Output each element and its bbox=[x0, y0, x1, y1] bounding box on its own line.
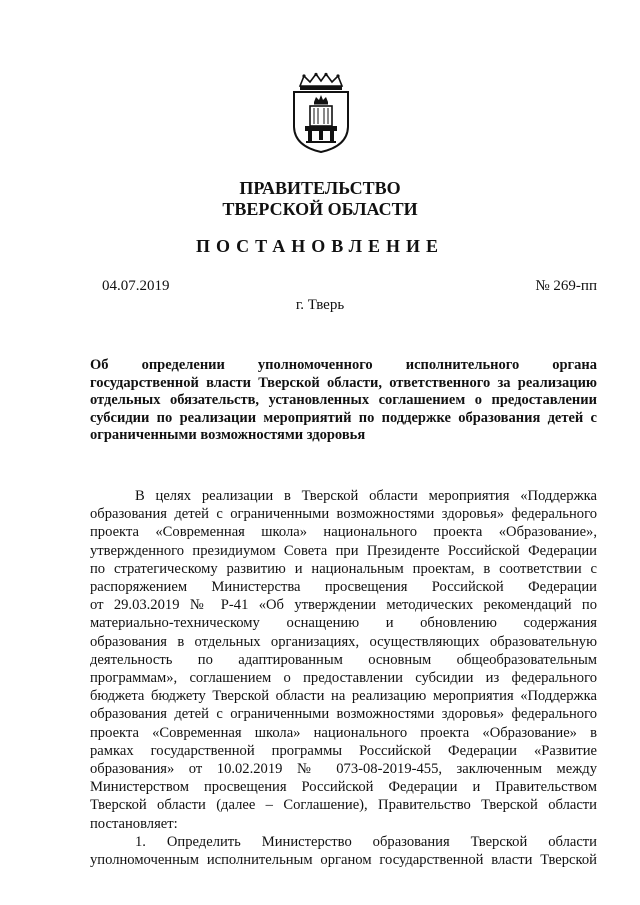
body-line: В целях реализации в Тверской области мероприятия «Поддержка bbox=[135, 488, 597, 504]
body-line: деятельность по адаптированным основным общеобразовательным bbox=[90, 651, 597, 668]
body-line: программам», соглашением о предоставлении субсидии из федерального bbox=[90, 670, 597, 687]
body-line: образования в отдельных организациях, осуществляющих образовательную bbox=[90, 633, 597, 650]
body-line: распоряжением Министерства просвещения Российской Федерации bbox=[90, 579, 597, 596]
body-line: по стратегическому развитию и национальным проектам, в соответствии с bbox=[90, 560, 597, 577]
body-line: образования детей с ограниченными возможностями здоровья» федерального bbox=[90, 506, 597, 523]
document-date: 04.07.2019 bbox=[102, 278, 170, 294]
body-line: утвержденного президиумом Совета при Президенте Российской Федерации bbox=[90, 542, 597, 559]
body-line: бюджета бюджету Тверской области на реализацию мероприятия «Поддержка bbox=[90, 688, 597, 705]
body-line: Тверской области (далее – Соглашение), Правительство Тверской области bbox=[90, 797, 597, 814]
body-line: уполномоченным исполнительным органом государственной власти Тверской bbox=[90, 852, 597, 869]
tver-coat-of-arms-emblem bbox=[290, 72, 352, 154]
subject-line: субсидии по реализации мероприятий по поддержке образования детей с bbox=[90, 409, 597, 426]
document-subject bbox=[90, 357, 597, 445]
document-city: г. Тверь bbox=[295, 297, 345, 313]
document-body bbox=[90, 487, 597, 869]
body-line: образования детей с ограниченными возможностями здоровья» федерального bbox=[90, 706, 597, 723]
government-title-line2: ТВЕРСКОЙ ОБЛАСТИ bbox=[222, 199, 418, 219]
subject-line: государственной власти Тверской области, ответственного за реализацию bbox=[90, 374, 597, 391]
subject-line: Об определении уполномоченного исполнительного органа bbox=[90, 357, 597, 373]
document-number: № 269-пп bbox=[535, 278, 597, 294]
body-line: проекта «Современная школа» национального проекта «Образование» в bbox=[90, 724, 597, 741]
body-line: образования» от 10.02.2019 № 073-08-2019-455, заключенным между bbox=[90, 761, 597, 778]
body-line: от 29.03.2019 № Р-41 «Об утверждении методических рекомендаций по bbox=[90, 597, 597, 614]
body-line: материально-техническому оснащению и обновлению содержания bbox=[90, 615, 597, 632]
body-line: 1. Определить Министерство образования Тверской области bbox=[135, 833, 597, 850]
government-title-line1: ПРАВИТЕЛЬСТВО bbox=[239, 178, 401, 198]
body-line: проекта «Современная школа» национального проекта «Образование», bbox=[90, 524, 597, 541]
body-line: рамках государственной программы Российской Федерации «Развитие bbox=[90, 742, 597, 759]
subject-line: ограниченными возможностями здоровья bbox=[90, 427, 366, 443]
document-type-heading: ПОСТАНОВЛЕНИЕ bbox=[195, 236, 445, 256]
body-line: Министерством просвещения Российской Федерации и Правительством bbox=[90, 779, 597, 796]
subject-line: отдельных обязательств, установленных соглашением о предоставлении bbox=[90, 392, 597, 408]
body-line: постановляет: bbox=[90, 815, 178, 832]
